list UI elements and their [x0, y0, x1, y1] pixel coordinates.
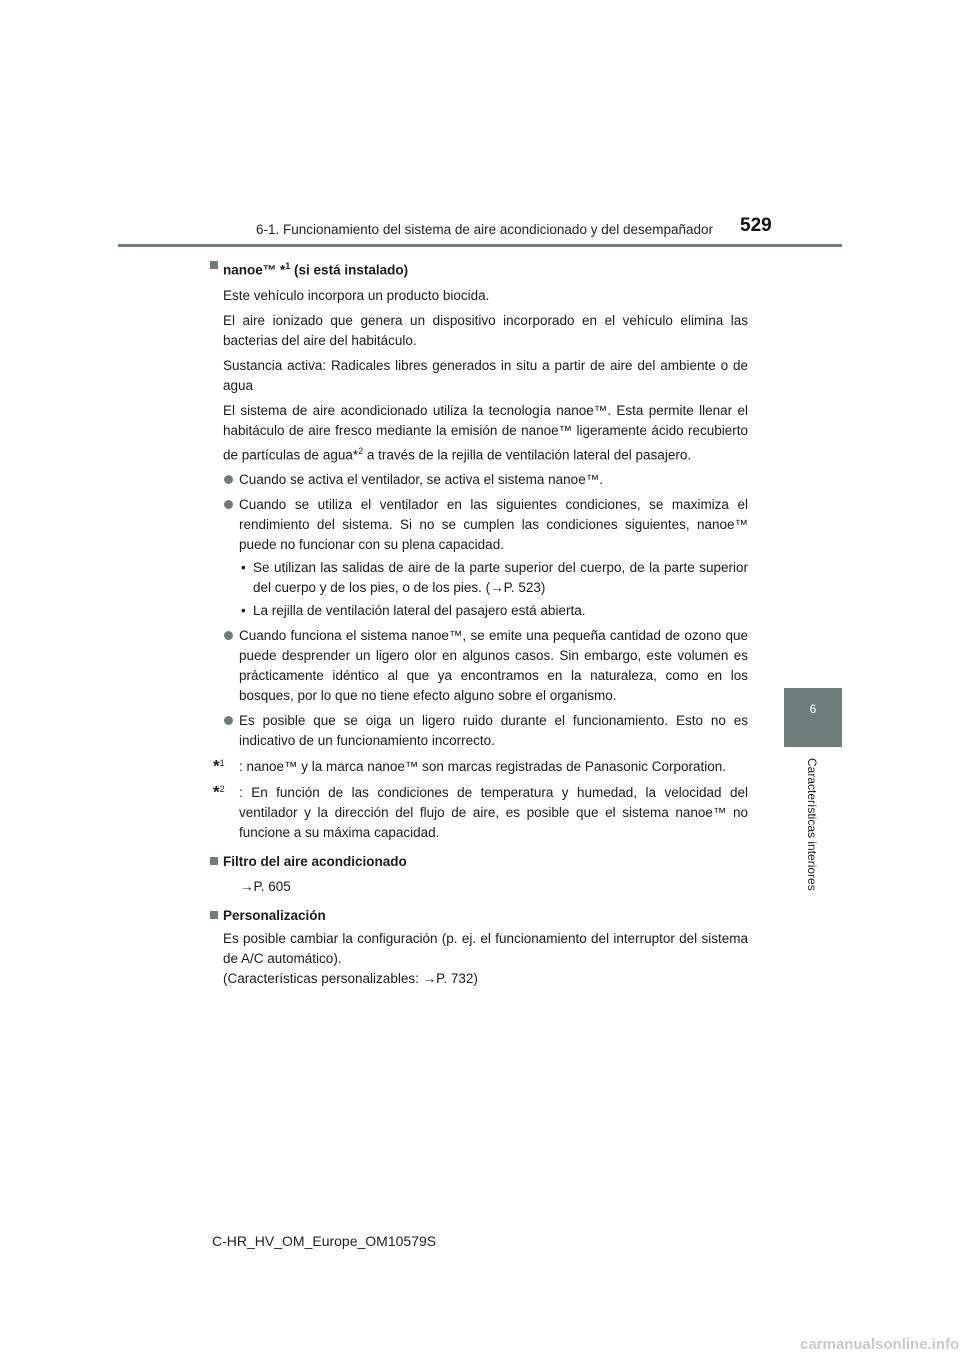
page-reference[interactable]: →P. 605	[240, 879, 291, 894]
page-reference-text[interactable]: Se utilizan las salidas de aire de la parte superior del cuerpo, de la parte superior del cuerpo y de los pies, o de los pies. (→P. 523)	[253, 560, 748, 595]
square-bullet-icon	[210, 857, 218, 865]
footnote-2: *$^2$ : En función de las condiciones de temperatura y humedad, la velocidad del ventilador y la dirección del flujo de aire, es posible que el sistema nanoe™ no funcione a su máxima capacidad.	[213, 782, 748, 840]
paragraph: El sistema de aire acondicionado utiliza la tecnología nanoe™. Esta permite llenar el habitáculo de aire fresco mediante la emisión de nanoe™ ligeramente ácido recubierto de partículas de agua*$^2$ a través de la rejilla de ventilación lateral del pasajero.	[223, 402, 748, 462]
round-bullet-icon	[224, 631, 233, 640]
paragraph: Este vehículo incorpora un producto biocida.	[223, 287, 490, 303]
footnote-ref-1: 1	[285, 261, 291, 271]
chapter-tab-label: Características interiores	[805, 758, 819, 891]
paragraph: Sustancia activa: Radicales libres generados in situ a partir de aire del ambiente o de agua	[223, 357, 748, 393]
section-heading-filter: Filtro del aire acondicionado	[210, 852, 748, 872]
round-bullet-icon	[224, 475, 233, 484]
watermark: carmanualsonline.info	[800, 1336, 960, 1353]
square-bullet-icon	[210, 261, 218, 269]
footnote-ref-2: 2	[358, 445, 364, 456]
paragraph: El aire ionizado que genera un dispositivo incorporado en el vehículo elimina las bacterias del aire del habitáculo.	[223, 312, 748, 348]
sub-bullet-icon: •	[241, 560, 246, 575]
header-divider	[118, 244, 842, 247]
chapter-title: 6-1. Funcionamiento del sistema de aire acondicionado y del desempañador	[256, 222, 714, 237]
list-item: Cuando se activa el ventilador, se activa el sistema nanoe™.	[210, 470, 748, 490]
sub-list-item	[210, 558, 748, 598]
section-heading-custom: Personalización	[210, 906, 748, 926]
document-id: C-HR_HV_OM_Europe_OM10579S	[212, 1233, 437, 1249]
list-item: Es posible que se oiga un ligero ruido durante el funcionamiento. Esto no es indicativo de un funcionamiento incorrecto.	[210, 711, 748, 751]
sub-bullet-icon: •	[241, 603, 246, 618]
square-bullet-icon	[210, 911, 218, 919]
round-bullet-icon	[224, 716, 233, 725]
list-item: Cuando funciona el sistema nanoe™, se emite una pequeña cantidad de ozono que puede desprender un ligero olor en algunos casos. Sin embargo, este volumen es prácticamente idéntico al que ya encontramos en la naturaleza, como en los bosques, por lo que no tiene efecto alguno sobre el organismo.	[210, 626, 748, 706]
chapter-tab[interactable]	[784, 688, 842, 747]
chapter-tab-number: 6	[809, 702, 817, 716]
page-content	[210, 250, 748, 989]
footnote-1: *$^1$ : nanoe™ y la marca nanoe™ son marcas registradas de Panasonic Corporation.	[213, 756, 727, 776]
paragraph: Es posible cambiar la configuración (p. ej. el funcionamiento del interruptor del sistema de A/C automático).	[223, 931, 748, 966]
section-heading-nanoe: nanoe™ *$^1$ (si está instalado)	[210, 256, 748, 281]
round-bullet-icon	[224, 500, 233, 509]
page-number: 529	[740, 215, 772, 236]
list-item: Cuando se utiliza el ventilador en las siguientes condiciones, se maximiza el rendimiento del sistema. Si no se cumplen las condiciones siguientes, nanoe™ puede no funcionar con su plena capacidad.	[210, 495, 748, 555]
footnote-star: *	[352, 447, 359, 462]
page-reference-text[interactable]: (Características personalizables: →P. 732)	[223, 971, 478, 986]
sub-list-item: • La rejilla de ventilación lateral del pasajero está abierta.	[210, 601, 748, 621]
footnote-star: *	[280, 262, 286, 278]
